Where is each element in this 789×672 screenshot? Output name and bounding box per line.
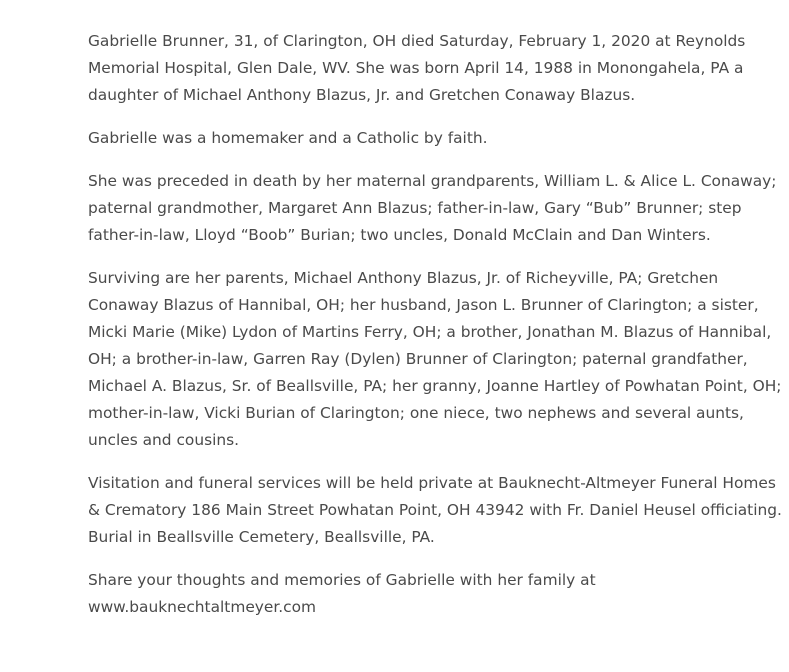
obituary-paragraph-intro: Gabrielle Brunner, 31, of Clarington, OH died Saturday, February 1, 2020 at Reynolds Memorial Hospital, Glen Dale, WV. She was born April 14, 1988 in Monongahela, PA a daughter of Michael Anthony Blazus, Jr. and Gretchen Conaway Blazus. — [88, 32, 746, 104]
obituary-paragraph-share: Share your thoughts and memories of Gabrielle with her family at www.bauknechtaltmeyer.com — [88, 571, 596, 616]
obituary-paragraph-services: Visitation and funeral services will be held private at Bauknecht-Altmeyer Funeral Homes & Crematory 186 Main Street Powhatan Point, OH 43942 with Fr. Daniel Heusel officiating. Burial in Beallsville Cemetery, Beallsville, PA. — [88, 474, 782, 546]
obituary-article — [88, 28, 782, 637]
obituary-paragraph-occupation: Gabrielle was a homemaker and a Catholic by faith. — [88, 129, 488, 147]
obituary-paragraph-survivors: Surviving are her parents, Michael Anthony Blazus, Jr. of Richeyville, PA; Gretchen Conaway Blazus of Hannibal, OH; her husband, Jason L. Brunner of Clarington; a sister, Micki Marie (Mike) Lydon of Martins Ferry, OH; a brother, Jonathan M. Blazus of Hannibal, OH; a brother-in-law, Garren Ray (Dylen) Brunner of Clarington; paternal grandfather, Michael A. Blazus, Sr. of Beallsville, PA; her granny, Joanne Hartley of Powhatan Point, OH; mother-in-law, Vicki Burian of Clarington; one niece, two nephews and several aunts, uncles and cousins. — [88, 269, 782, 449]
obituary-paragraph-preceded: She was preceded in death by her maternal grandparents, William L. & Alice L. Conaway; paternal grandmother, Margaret Ann Blazus; father-in-law, Gary “Bub” Brunner; step father-in-law, Lloyd “Boob” Burian; two uncles, Donald McClain and Dan Winters. — [88, 172, 777, 244]
